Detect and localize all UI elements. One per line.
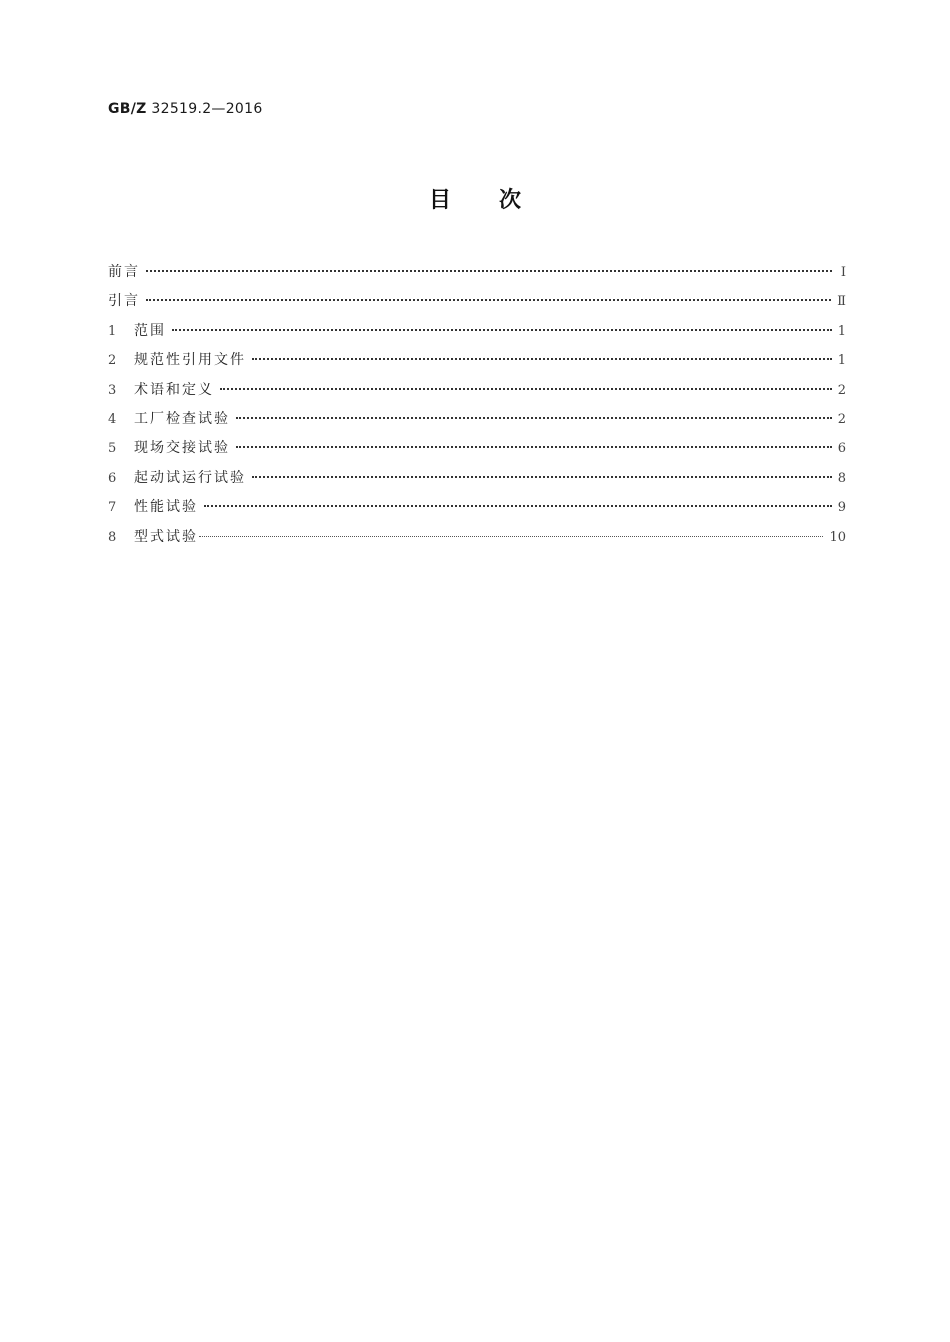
toc-entry-text: 规范性引用文件 (134, 352, 246, 369)
toc-leader-dots (199, 536, 823, 537)
toc-entry-page: Ⅱ (837, 294, 846, 310)
toc-entry-page: 9 (837, 500, 846, 516)
toc-entry-text: 工厂检查试验 (134, 410, 230, 427)
toc-list (108, 258, 846, 552)
toc-entry-number: 6 (108, 470, 117, 486)
toc-entry-text: 起动试运行试验 (134, 469, 246, 486)
toc-entry-number: 3 (108, 382, 117, 398)
toc-entry-page: 8 (837, 470, 846, 486)
toc-title: 目次 (428, 188, 569, 213)
toc-entry-page: 6 (837, 441, 846, 457)
toc-entry-introduction[interactable] (108, 287, 846, 316)
toc-leader-dots (204, 505, 832, 507)
standard-code-prefix: GB/Z (108, 101, 147, 117)
toc-entry-7[interactable] (108, 493, 846, 522)
toc-leader-dots (146, 270, 832, 272)
toc-entry-text: 现场交接试验 (134, 440, 230, 457)
toc-entry-number: 2 (108, 353, 117, 369)
toc-entry-6[interactable] (108, 464, 846, 493)
toc-leader-dots (252, 476, 832, 478)
toc-entry-number: 8 (108, 529, 117, 545)
toc-leader-dots (146, 299, 831, 301)
toc-entry-text: 引言 (108, 293, 140, 310)
toc-entry-text: 范围 (134, 322, 166, 339)
toc-entry-text: 型式试验 (134, 528, 198, 545)
toc-entry-4[interactable] (108, 405, 846, 434)
toc-entry-page: 1 (837, 353, 846, 369)
toc-entry-3[interactable] (108, 376, 846, 405)
toc-entry-1[interactable] (108, 317, 846, 346)
toc-entry-8[interactable] (108, 523, 846, 552)
toc-entry-text: 性能试验 (134, 499, 198, 516)
toc-leader-dots (236, 417, 832, 419)
toc-entry-foreword[interactable] (108, 258, 846, 287)
toc-entry-page: 1 (837, 323, 846, 339)
toc-entry-page: 10 (829, 529, 846, 545)
toc-entry-text: 前言 (108, 264, 140, 280)
toc-entry-5[interactable] (108, 434, 846, 463)
toc-entry-2[interactable] (108, 346, 846, 375)
standard-code-number: 32519.2—2016 (151, 101, 263, 117)
toc-entry-number: 4 (108, 411, 117, 427)
toc-entry-page: 2 (837, 382, 846, 398)
toc-leader-dots (220, 388, 832, 390)
toc-entry-page: Ⅰ (840, 265, 846, 280)
toc-leader-dots (236, 446, 832, 448)
toc-entry-text: 术语和定义 (134, 381, 214, 398)
toc-leader-dots (172, 329, 832, 331)
toc-entry-number: 7 (108, 500, 117, 516)
toc-leader-dots (252, 358, 832, 360)
toc-entry-number: 5 (108, 441, 117, 457)
standard-code (108, 101, 263, 117)
toc-entry-number: 1 (108, 323, 117, 339)
toc-entry-page: 2 (837, 411, 846, 427)
